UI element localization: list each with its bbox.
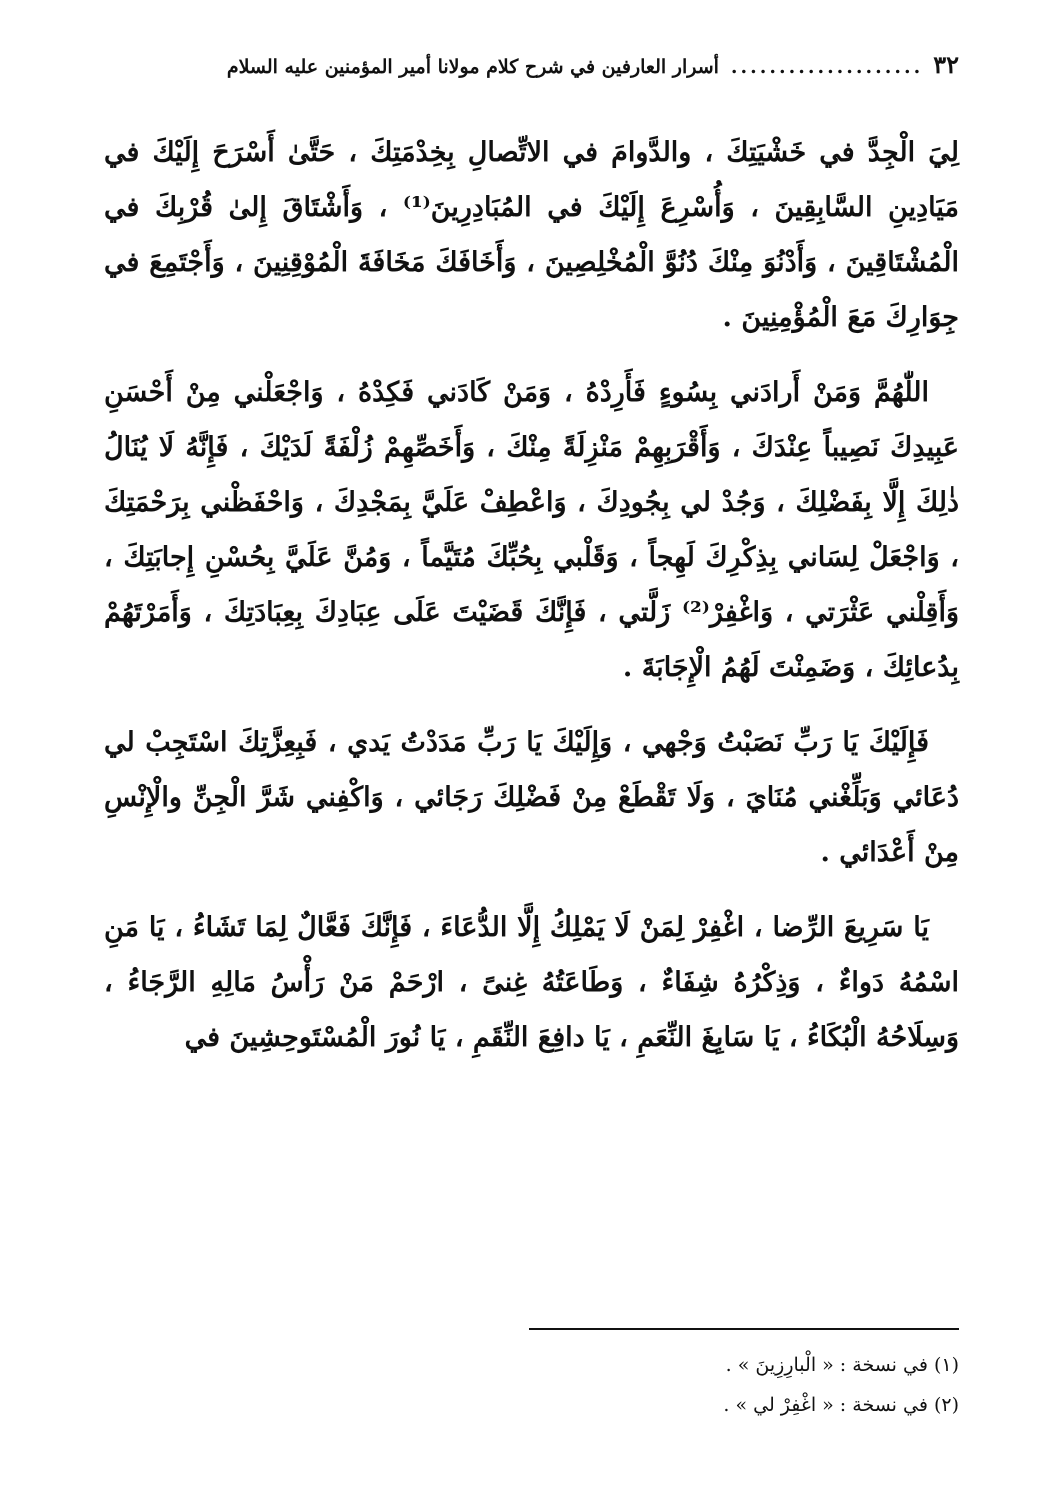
paragraph-4: يَا سَرِيعَ الرِّضا ، اغْفِرْ لِمَنْ لَا يَمْلِكُ إِلَّا الدُّعَاءَ ، فَإِنَّكَ فَعَّالٌ لِمَا تَشَاءُ ، يَا مَنِ اسْمُهُ دَواءٌ ، وَذِكْرُهُ شِفَاءٌ ، وَطَاعَتُهُ غِنىً ، ارْحَمْ مَنْ رَأْسُ مَالِهِ الرَّجَاءُ ، وَسِلَاحُهُ الْبُكَاءُ ، يَا سَابِغَ النِّعَمِ ، يَا دافِعَ النِّقَمِ ، يَا نُورَ الْمُسْتَوحِشِينَ في: [104, 912, 959, 1053]
page-number: ٣٢: [933, 50, 959, 79]
paragraph-2: اللّٰهُمَّ وَمَنْ أَرادَني بِسُوءٍ فَأَرِدْهُ ، وَمَنْ كَادَني فَكِدْهُ ، وَاجْعَلْني مِنْ أَحْسَنِ عَبِيدِكَ نَصِيباً عِنْدَكَ ، وَأَقْرَبِهِمْ مَنْزِلَةً مِنْكَ ، وَأَخَصِّهِمْ زُلْفَةً لَدَيْكَ ، فَإِنَّهُ لَا يُنَالُ ذٰلِكَ إِلَّا بِفَضْلِكَ ، وَجُدْ لي بِجُودِكَ ، وَاعْطِفْ عَلَيَّ بِمَجْدِكَ ، وَاحْفَظْني بِرَحْمَتِكَ ، وَاجْعَلْ لِسَاني بِذِكْرِكَ لَهِجاً ، وَقَلْبي بِحُبِّكَ مُتَيَّماً ، وَمُنَّ عَلَيَّ بِحُسْنِ إِجابَتِكَ ، وَأَقِلْني عَثْرَتي ، وَاغْفِرْ⁽²⁾ زَلَّتي ، فَإِنَّكَ قَضَيْتَ عَلَى عِبَادِكَ بِعِبَادَتِكَ ، وَأَمَرْتَهُمْ بِدُعائِكَ ، وَضَمِنْتَ لَهُمُ الْإِجَابَةَ .: [104, 377, 959, 683]
running-header: [99, 50, 959, 90]
footnote-2: (٢) في نسخة : « اغْفِرْ لي » .: [723, 1394, 959, 1416]
paragraph-3: فَإِلَيْكَ يَا رَبِّ نَصَبْتُ وَجْهي ، وَإِلَيْكَ يَا رَبِّ مَدَدْتُ يَدي ، فَبِعِزَّتِكَ اسْتَجِبْ لي دُعَائي وَبَلِّغْني مُنَايَ ، وَلَا تَقْطَعْ مِنْ فَضْلِكَ رَجَائي ، وَاكْفِني شَرَّ الْجِنِّ والْإِنْسِ مِنْ أَعْدَائي .: [104, 727, 959, 868]
paragraph-1: لِيَ الْجِدَّ في خَشْيَتِكَ ، والدَّوامَ في الاتِّصالِ بِخِدْمَتِكَ ، حَتَّىٰ أَسْرَحَ إِلَيْكَ في مَيَادِينِ السَّابِقِينَ ، وَأُسْرِعَ إِلَيْكَ في المُبَادِرِينَ⁽¹⁾ ، وَأَشْتَاقَ إِلىٰ قُرْبِكَ في الْمُشْتَاقِينَ ، وَأَدْنُوَ مِنْكَ دُنُوَّ الْمُخْلِصِينَ ، وَأَخَافَكَ مَخَافَةَ الْمُوْقِنِينَ ، وَأَجْتَمِعَ في جِوَارِكَ مَعَ الْمُؤْمِنِينَ .: [104, 137, 959, 333]
header-leader-dots: ....................: [730, 56, 924, 78]
footnotes: [104, 1345, 959, 1425]
main-text: [104, 125, 959, 1085]
footnote-1: (١) في نسخة : « الْبارِزِينَ » .: [725, 1354, 959, 1376]
footnote-separator: [529, 1328, 959, 1330]
book-title: أسرار العارفين في شرح كلام مولانا أمير المؤمنين عليه السلام: [226, 56, 719, 78]
